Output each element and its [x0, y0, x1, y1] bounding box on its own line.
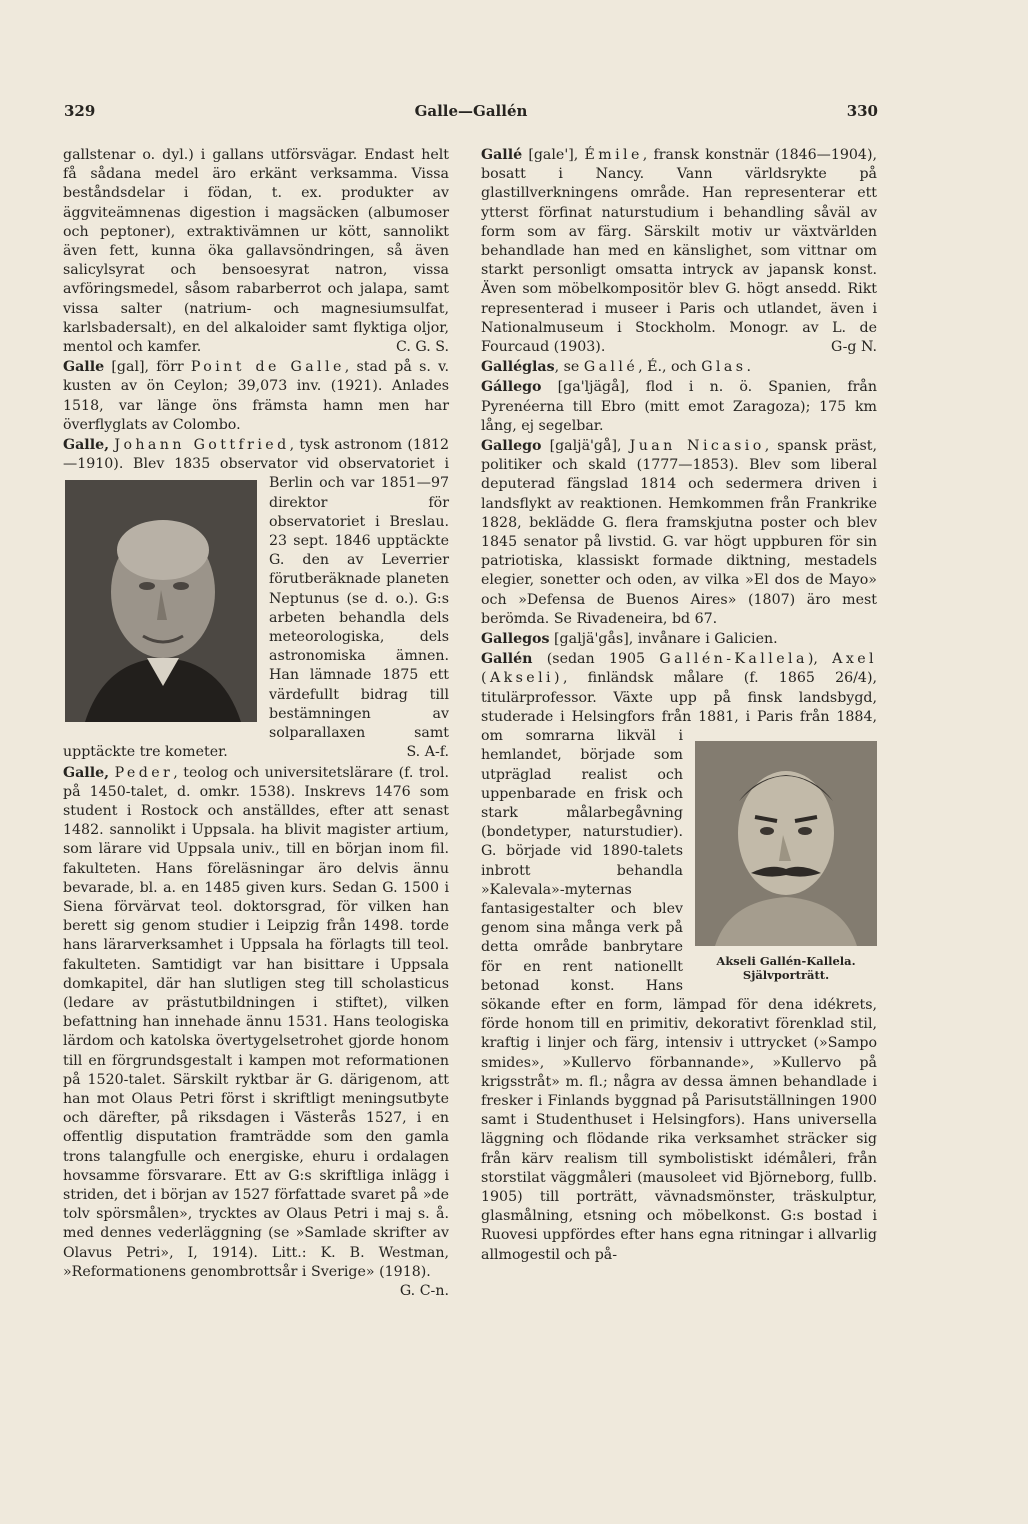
right-column: [481, 146, 877, 1265]
page-number-right: 330: [846, 102, 878, 120]
entry-headword: Galle,: [63, 437, 110, 454]
portrait-drawing: [695, 741, 877, 946]
entry-headword: Gállego: [481, 379, 542, 396]
portrait-image: [695, 741, 877, 946]
entry-text-before-portrait: , tysk astronom (1812—1910). Blev 1835 observator vid: [63, 437, 450, 473]
signature: G-g N.: [831, 339, 877, 356]
entry-headword: Gallegos: [481, 631, 550, 648]
portrait-akseli-gallen-kallela: [695, 741, 877, 987]
left-column: [63, 146, 449, 1301]
signature: G. C-n.: [399, 1282, 449, 1299]
entry-galle-emile: Gallé [gale'], Émile, fransk konstnär (1846—1904), bosatt i Nancy. Vann världsrykte på glastillverkningens område. Han representerar ett ytterst förfinat naturstudium i behandling såväl av form som av färg. Särskilt motiv ur växtvärlden behandlade han med en känslighet, som vittnar om starkt personligt omsatta intryck av japansk konst. Även som möbelkompositör blev G. högt ansedd. Rikt representerad i museer i Paris och utlandet, även i Nationalmuseum i Stockholm. Monogr. av L. de Fourcaud (1903). G-g N.: [481, 146, 877, 357]
entry-gallstenar-continuation: gallstenar o. dyl.) i gallans utförsvägar. Endast helt få sådana medel äro erkänt verksamma. Vissa beståndsdelar i födan, t. ex. produkter av äggviteämnenas digestion i magsäcken (albumoser och peptoner), extraktivämnen ur kött, sannolikt även fett, kunna öka gallavsöndringen, så även salicylsyrat och bensoesyrat natron, vissa avföringsmedel, såsom rabarberrot och jalapa, samt vissa salter (natrium- och magnesiumsulfat, karlsbadersalt), en del alkaloider samt flyktiga oljor, mentol och kamfer. C. G. S.: [63, 146, 449, 357]
portrait-caption: Akseli Gallén-Kallela. Självporträtt.: [716, 954, 856, 983]
portrait-johann-galle: [65, 480, 257, 722]
entry-gallegos: Gallegos [galjä'gås], invånare i Galicien.: [481, 631, 778, 648]
entry-headword: Gallego: [481, 438, 542, 455]
portrait-drawing: [65, 480, 257, 722]
entry-galle-peder: Galle, Peder, teolog och universitetslärare (f. trol. på 1450-talet, d. omkr. 1538). Inskrevs 1476 som student i Rostock och anställdes, efter att senast 1482. sannolikt i Uppsala. ha blivit magister artium, som lärare vid Uppsala univ., till en början inom fil. fakulteten. Hans föreläsningar äro delvis ännu bevarade, bl. a. en 1485 given kurs. Sedan G. 1500 i Siena förvärvat teol. doktorsgrad, för vilken han berett sig genom studier i Leipzig från 1498. torde hans lärarverksamhet i Uppsala ha förlagts till teol. fakulteten. Samtidigt var han bisittare i Uppsala domkapitel, där han slutligen steg till scholasticus (ledare av prästutbildningen i stiftet), vilken befattning han innehade ännu 1531. Hans teologiska lärdom och katolska övertygelsetrohet gjorde honom till en förgrundsgestalt i kampen mot reformationen på 1520-talet. Särskilt ryktbar är G. därigenom, att han mot Olaus Petri först i skriftligt meningsutbyte och därefter, på riksdagen i Västerås 1527, i en offentlig disputation framträdde som den gamla trons talangfulle och energiske, ehuru i ordalagen hovsamme försvarare. Ett av G:s skriftliga inlägg i striden, det i början av 1527 författade svaret på »de tolv spörsmålen», trycktes av Olaus Petri i maj s. å. med dennes vederläggning (se »Samlade skrifter av Olavus Petri», I, 1914). Litt.: K. B. Westman, »Reformationens genombrottsår i Sverige» (1918). G. C-n.: [63, 764, 449, 1282]
entry-gallego-juan: Gallego [galjä'gå], Juan Nicasio, spansk präst, politiker och skald (1777—1853). Blev som liberal deputerad fängslad 1814 och sedermera driven i landsflykt av reaktionen. Hemkommen från Frankrike 1828, beklädde G. flera framskjutna poster och blev 1845 senator på livstid. G. var högt uppburen för sin patriotiska, klassiskt formade diktning, mestadels elegier, sonetter och oden, av vilka »El dos de Mayo» och »Defensa de Buenos Aires» (1807) äro mest berömda. Se Rivadeneira, bd 67.: [481, 438, 877, 627]
signature: C. G. S.: [396, 339, 449, 356]
page-number-left: 329: [64, 102, 96, 120]
entry-gallen: Gallén (sedan 1905 Gallén-Kallela), Axel (Akseli), finländsk målare (f. 1865 26/4), titulärprofessor. Växte upp på finsk landsbygd, studerade i Helsingfors från 1881, i Paris från 1884, om Akseli Gallén-Kallela. Självporträtt. somrarna likväl i hemlandet, började som utpräglad realist och uppenbarade en frisk och stark målarbegåvning (bondetyper, naturstudier). G. började vid 1890-talets inbrott behandla »Kalevala»-myternas fantasigestalter och blev genom sina många verk på detta område banbrytare för en rent nationellt betonad konst. Hans sökande efter en form, lämpad för dena idékrets, förde honom till en primitiv, dekorativt förenklad stil, kraftig i linjer och färg, intensiv i uttrycket (»Sampo smides», »Kullervo förbannande», »Kullervo på krigsstråt» m. fl.; några av dessa ämnen behandlade i fresker i Finlands byggnad på Parisutställningen 1900 samt i Studenthuset i Helsingfors). Hans universella läggning och flödande rika verksamhet sträcker sig från kärv realism till symbolistiskt idémåleri, från storstilat väggmåleri (mausoleet vid Björneborg, fullb. 1905) till porträtt, vävnadsmönster, träskulptur, glasmålning, etsning och möbelkonst. G:s bostad i Ruovesi uppfördes efter hans egna ritningar i allvarlig allmogestil och på-: [481, 651, 877, 1263]
page-header: [64, 102, 878, 124]
entry-galle-johann: Galle, Johann Gottfried, tysk astronom (1812—1910). Blev 1835 observator vid observatoriet i Berlin och var 1851—97 direktor för observatoriet i Breslau. 23 sept. 1846 upptäckte G. den av Leverrier förutberäknade planeten Neptunus (se d. o.). G:s arbeten behandla dels meteorologiska, dels astronomiska ämnen. Han lämnade 1875 ett värdefullt bidrag till bestämningen av solparallaxen samt upptäckte tre kometer. S. A-f.: [63, 436, 449, 762]
entry-headword: Gallé: [481, 147, 523, 163]
entry-headword: Galle: [63, 359, 105, 376]
running-title: Galle—Gallén: [414, 102, 528, 120]
entry-headword: Galléglas: [481, 359, 555, 376]
entry-headword: Gallén: [481, 651, 533, 668]
entry-text-after-portrait: observatoriet i Berlin och var 1851—97 direktor för observatoriet i Breslau. 23 sept. 1846 upptäckte G. den av Leverrier förutberäknade planeten Neptunus (se d. o.). G:s arbeten behandla dels meteorologiska, dels astronomiska ämnen. Han lämnade 1875 ett värdefullt bidrag till bestämningen av solparallaxen samt upptäckte tre kometer.: [63, 456, 450, 761]
entry-galle-city: Galle [gal], förr Point de Galle, stad på s. v. kusten av ön Ceylon; 39,073 inv. (1921). Anlades 1518, var länge öns främsta hamn men har överflyglats av Colombo.: [63, 359, 449, 433]
entry-headword: Galle,: [63, 764, 110, 781]
signature: S. A-f.: [406, 744, 449, 761]
entry-text-before-portrait: , finländsk målare (f. 1865 26/4), titulärprofessor. Växte upp på finsk landsbygd, studerade i Helsingfors från 1881, i Paris från 1884, om: [481, 670, 877, 745]
entry-galleglas: Galléglas, se Gallé, É., och Glas.: [481, 359, 751, 376]
entry-text-after-portrait: somrarna likväl i hemlandet, började som utpräglad realist och uppenbarade en frisk och stark målarbegåvning (bondetyper, naturstudier). G. började vid 1890-talets inbrott behandla »Kalevala»-myternas fantasigestalter och blev genom sina många verk på detta område banbrytare för en rent nationellt betonad konst. Hans sökande efter en form, lämpad för dena idékrets, förde honom till en primitiv, dekorativt förenklad stil, kraftig i linjer och färg, intensiv i uttrycket (»Sampo smides», »Kullervo förbannande», »Kullervo på krigsstråt» m. fl.; några av dessa ämnen behandlade i fresker i Finlands byggnad på Parisutställningen 1900 samt i Studenthuset i Helsingfors). Hans universella läggning och flödande rika verksamhet sträcker sig från kärv realism till symbolistiskt idémåleri, från storstilat väggmåleri (mausoleet vid Björneborg, fullb. 1905) till porträtt, vävnadsmönster, träskulptur, glasmålning, etsning och möbelkonst. G:s bostad i Ruovesi uppfördes efter hans egna ritningar i allvarlig allmogestil och på-: [481, 728, 877, 1263]
entry-gallego-river: Gállego [ga'ljägå], flod i n. ö. Spanien, från Pyrenéerna till Ebro (mitt emot Zaragoza); 175 km lång, ej segelbar.: [481, 379, 877, 434]
